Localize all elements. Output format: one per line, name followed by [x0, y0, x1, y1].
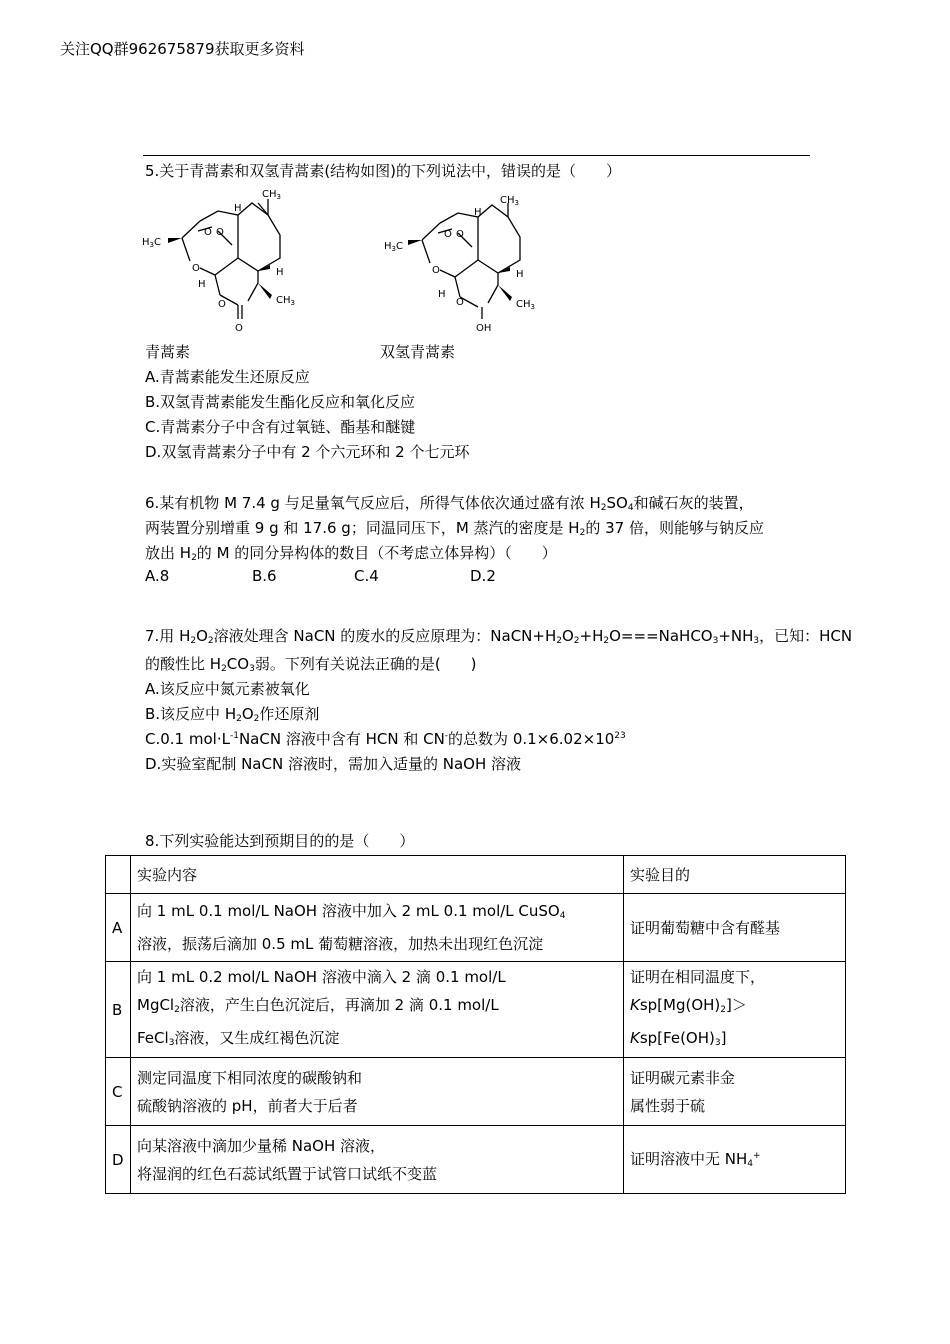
mol1-h-top: H	[234, 203, 242, 214]
artemisinin-structure	[140, 183, 310, 338]
q6-option-c: C.4	[354, 567, 379, 585]
experiment-table	[105, 855, 846, 1194]
q7-line-2: 的酸性比 $H_2CO_3$弱。下列有关说法正确的是( )	[145, 655, 477, 674]
mol1-h3c: $H_3C$	[142, 237, 161, 249]
q5-stem: 5.关于青蒿素和双氢青蒿素(结构如图)的下列说法中，错误的是（ ）	[145, 162, 622, 180]
mol2-h-right: H	[516, 269, 524, 280]
mol1-h-right: H	[276, 267, 284, 278]
header-content: 实验内容	[131, 856, 624, 894]
q5-option-c: C.青蒿素分子中含有过氧链、酯基和醚键	[145, 418, 416, 436]
top-rule	[143, 155, 810, 156]
table-header-row	[106, 856, 846, 894]
table-row-d	[106, 1126, 846, 1194]
mol2-oh: OH	[476, 323, 492, 334]
q6-line-2: 两装置分别增重 9 g 和 17.6 g；同温同压下，M 蒸汽的密度是 $H_2$的 37 倍，则能够与钠反应	[145, 519, 764, 538]
header-goal: 实验目的	[624, 856, 846, 894]
q6-line-3: 放出 $H_2$的 M 的同分异构体的数目（不考虑立体异构）（ ）	[145, 544, 557, 563]
q5-option-b: B.双氢青蒿素能发生酯化反应和氧化反应	[145, 393, 416, 411]
mol2-o2: O	[456, 229, 464, 240]
q5-option-d: D.双氢青蒿素分子中有 2 个六元环和 2 个七元环	[145, 443, 470, 461]
mol2-o4: O	[456, 297, 464, 308]
mol2-h-left: H	[438, 289, 446, 300]
row-key: A	[106, 894, 131, 962]
row-key: B	[106, 962, 131, 1058]
mol1-ch3-top: $CH_3$	[262, 189, 281, 201]
row-goal: 证明在相同温度下， $Ksp[Mg(OH)_2]>$ $Ksp[Fe(OH)_3]$	[624, 962, 846, 1058]
q5-option-a: A.青蒿素能发生还原反应	[145, 368, 310, 386]
row-content: 测定同温度下相同浓度的碳酸钠和 硫酸钠溶液的 pH，前者大于后者	[131, 1058, 624, 1126]
mol2-h3c: $H_3C$	[384, 241, 403, 253]
header-note: 关注QQ群962675879获取更多资料	[60, 40, 305, 58]
header-blank	[106, 856, 131, 894]
table-row-b	[106, 962, 846, 1058]
mol1-o3: O	[192, 263, 200, 274]
q7-option-b: B.该反应中 $H_2O_2$作还原剂	[145, 705, 320, 724]
mol2-ch3-top: $CH_3$	[500, 195, 519, 207]
q7-line-1: 7.用 $H_2O_2$溶液处理含 NaCN 的废水的反应原理为：$NaCN+H_2O_2+H_2O===NaHCO_3+NH_3$，已知：HCN	[145, 627, 853, 646]
q8-stem: 8.下列实验能达到预期目的的是（ ）	[145, 832, 415, 850]
mol1-h-left: H	[198, 279, 206, 290]
fig2-caption: 双氢青蒿素	[380, 343, 456, 361]
fig1-caption: 青蒿素	[145, 343, 191, 361]
table-row-a	[106, 894, 846, 962]
q6-option-a: A.8	[145, 567, 170, 585]
mol1-o2: O	[216, 227, 224, 238]
row-goal: 证明碳元素非金 属性弱于硫	[624, 1058, 846, 1126]
q6-line-1: 6.某有机物 M 7.4 g 与足量氧气反应后，所得气体依次通过盛有浓 $H_2SO_4$和碱石灰的装置，	[145, 494, 754, 513]
q6-option-d: D.2	[470, 567, 496, 585]
q6-option-b: B.6	[252, 567, 277, 585]
row-key: C	[106, 1058, 131, 1126]
mol1-o5: O	[235, 323, 243, 334]
row-content: 向 1 mL 0.2 mol/L NaOH 溶液中滴入 2 滴 0.1 mol/L MgCl$_2$溶液，产生白色沉淀后，再滴加 2 滴 0.1 mol/L FeCl$_3$溶液，又生成红褐色沉淀	[131, 962, 624, 1058]
mol2-h-top: H	[474, 207, 482, 218]
row-goal: 证明溶液中无 $NH_4^+$	[624, 1126, 846, 1194]
dihydroartemisinin-structure	[380, 193, 550, 343]
mol1-o4: O	[218, 299, 226, 310]
table-row-c	[106, 1058, 846, 1126]
mol1-o1: O	[204, 227, 212, 238]
mol2-ch3-bottom: $CH_3$	[516, 299, 535, 311]
q7-option-c: C.0.1 $mol\cdot L^{-1}NaCN$ 溶液中含有 HCN 和 CN-的总数为 $0.1\times 6.02\times 10^{23}$	[145, 730, 626, 748]
mol1-ch3-bottom: $CH_3$	[276, 295, 295, 307]
row-key: D	[106, 1126, 131, 1194]
mol2-o3: O	[432, 265, 440, 276]
q7-option-d: D.实验室配制 NaCN 溶液时，需加入适量的 NaOH 溶液	[145, 755, 521, 773]
row-content: 向某溶液中滴加少量稀 NaOH 溶液， 将湿润的红色石蕊试纸置于试管口试纸不变蓝	[131, 1126, 624, 1194]
q7-option-a: A.该反应中氮元素被氧化	[145, 680, 310, 698]
mol2-o1: O	[444, 229, 452, 240]
row-content: 向 1 mL 0.1 mol/L NaOH 溶液中加入 2 mL 0.1 mol/L CuSO$_4$ 溶液，振荡后滴加 0.5 mL 葡萄糖溶液，加热未出现红色沉淀	[131, 894, 624, 962]
row-goal: 证明葡萄糖中含有醛基	[624, 894, 846, 962]
